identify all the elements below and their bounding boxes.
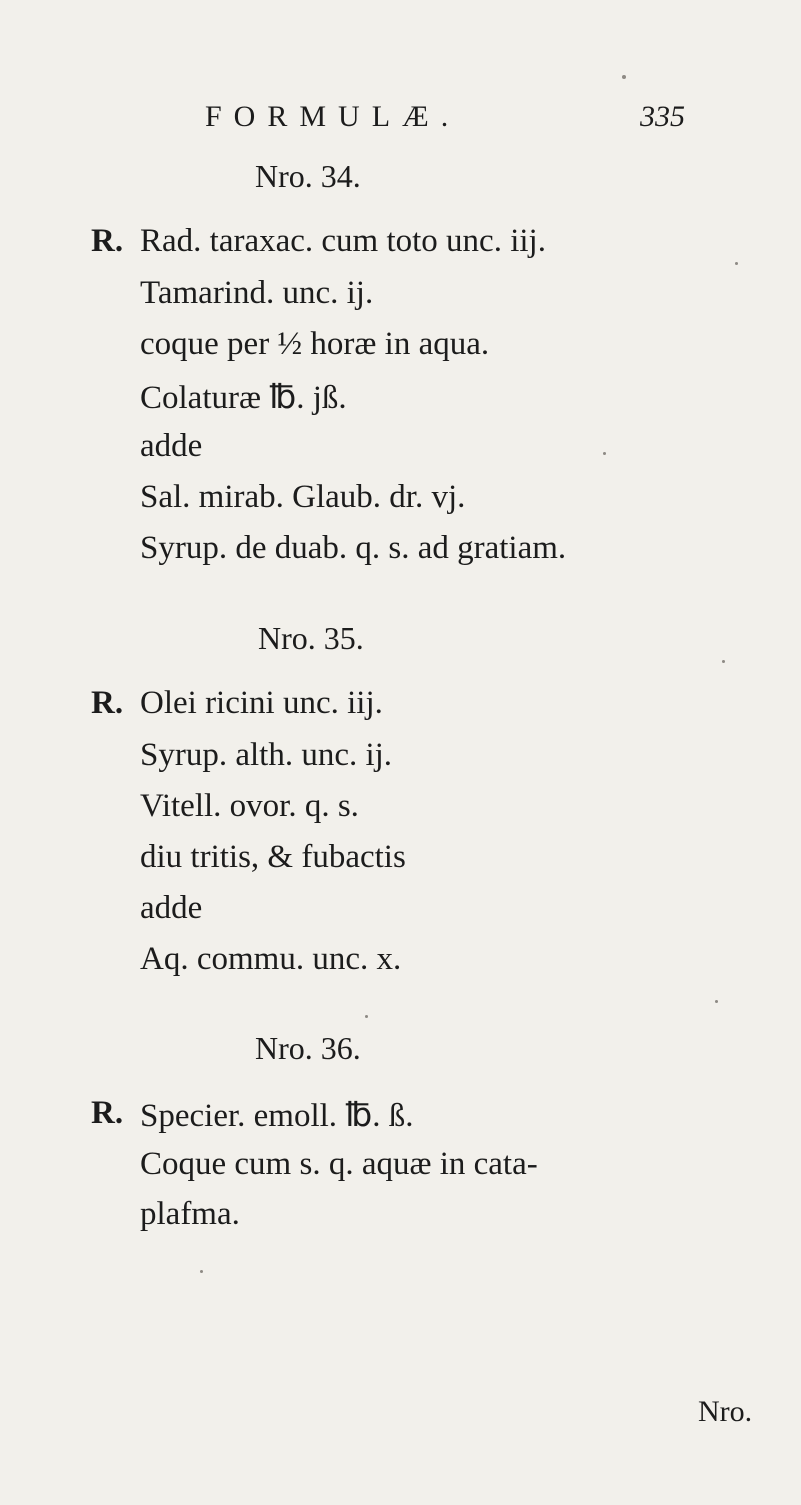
recipe-line: adde [140,428,203,464]
section-heading-35: Nro. 35. [258,620,364,656]
recipe-line: coque per ½ horæ in aqua. [140,326,490,362]
recipe-line: Colaturæ ℔. jß. [140,380,347,416]
recipe-sign: R. [91,1095,124,1131]
recipe-line: Syrup. alth. unc. ij. [140,737,393,773]
section-heading-34: Nro. 34. [255,158,361,194]
section-heading-36: Nro. 36. [255,1030,361,1066]
paper-speck [722,660,725,663]
catchword: Nro. [698,1395,753,1428]
paper-speck [735,262,738,265]
paper-speck [715,1000,718,1003]
running-title: FORMULÆ. [205,100,461,133]
paper-speck [622,75,626,79]
recipe-line: Olei ricini unc. iij. [140,685,383,721]
paper-speck [603,452,606,455]
recipe-sign: R. [91,223,124,259]
recipe-line: plafma. [140,1196,240,1232]
recipe-sign: R. [91,685,124,721]
recipe-line: Coque cum s. q. aquæ in cata- [140,1146,538,1182]
recipe-line: diu tritis, & fubactis [140,839,406,875]
recipe-line: Sal. mirab. Glaub. dr. vj. [140,479,466,515]
recipe-line: Syrup. de duab. q. s. ad gratiam. [140,530,567,566]
paper-speck [365,1015,368,1018]
recipe-line: Aq. commu. unc. x. [140,941,402,977]
page-number: 335 [640,100,685,133]
recipe-line: adde [140,890,203,926]
recipe-line: Tamarind. unc. ij. [140,275,374,311]
running-header [205,100,725,150]
recipe-line: Specier. emoll. ℔. ß. [140,1098,414,1134]
recipe-line: Rad. taraxac. cum toto unc. iij. [140,223,546,259]
paper-speck [200,1270,203,1273]
recipe-line: Vitell. ovor. q. s. [140,788,359,824]
